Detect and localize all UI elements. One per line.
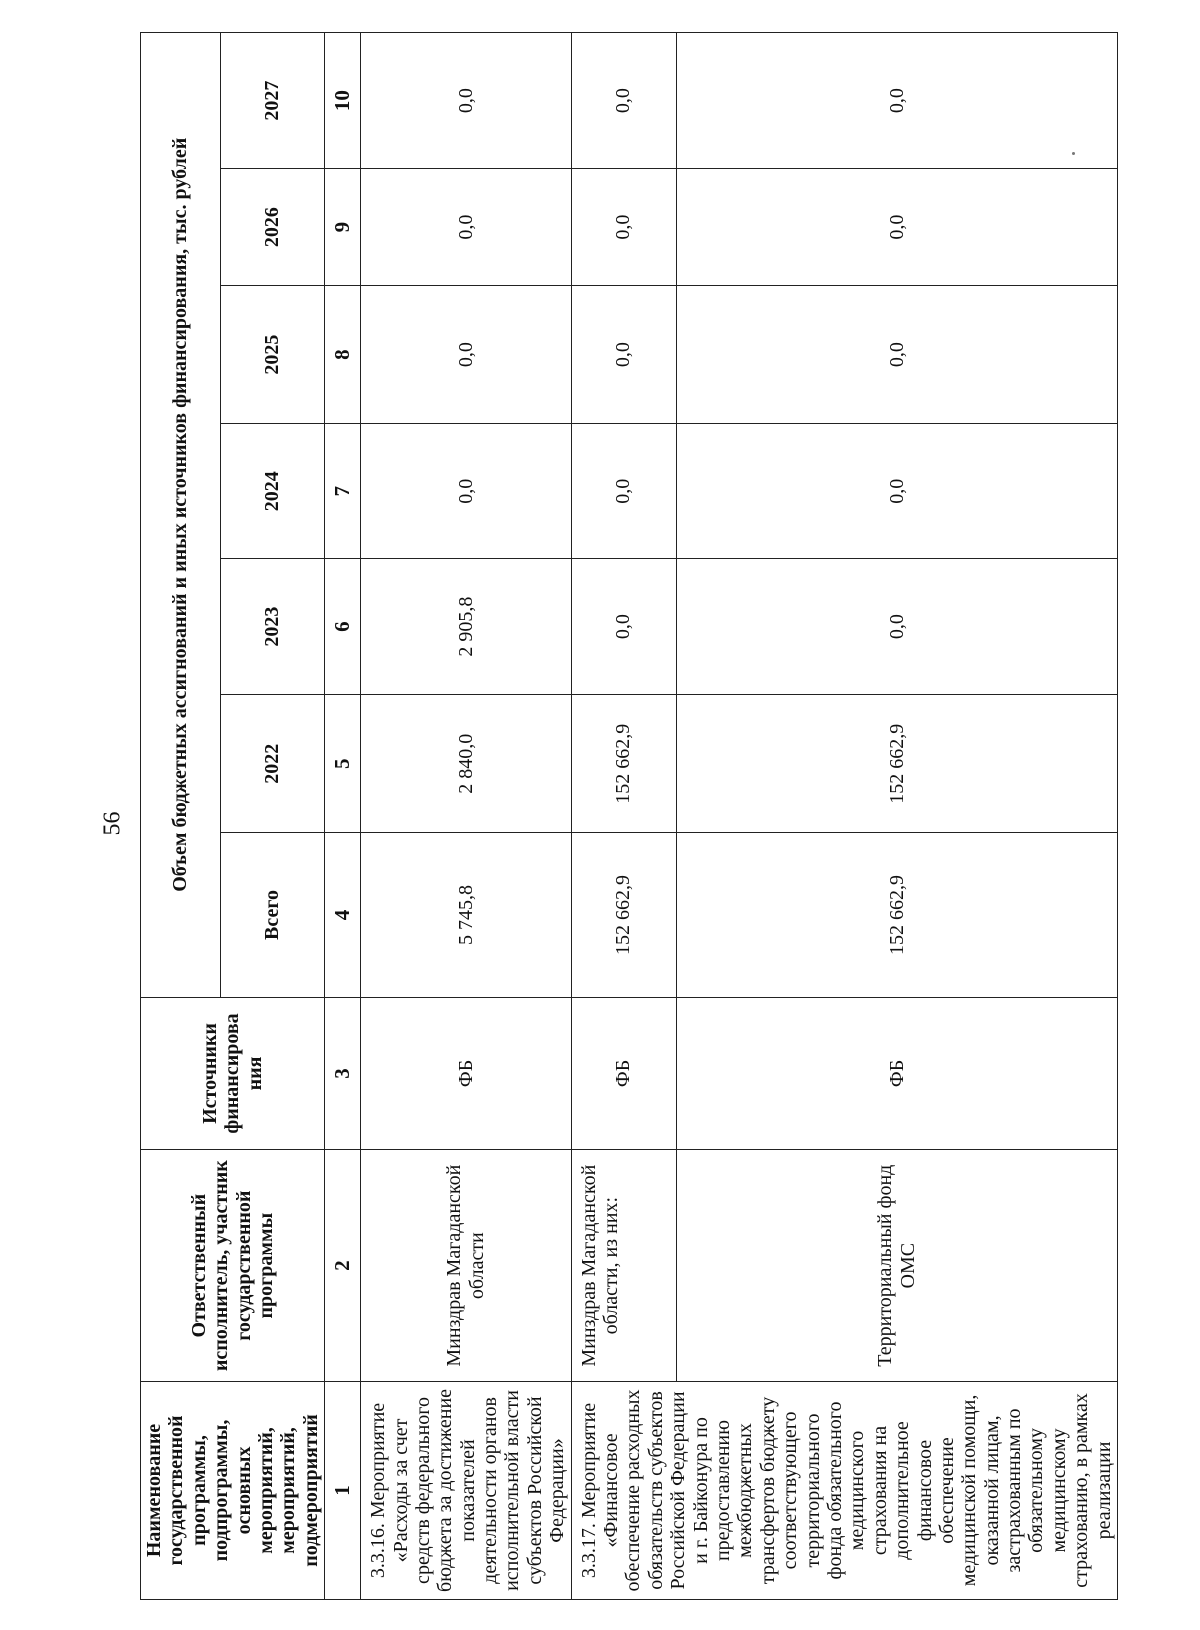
row-value-2027: 0,0 (361, 33, 572, 169)
header-year-2022: 2022 (220, 695, 325, 833)
table-row (361, 33, 572, 1600)
subrow-value-2025: 0,0 (676, 286, 1118, 424)
row-value-2023: 0,0 (571, 559, 676, 695)
row-value-total: 5 745,8 (361, 833, 572, 997)
subrow-source: ФБ (676, 997, 1118, 1150)
header-year-2026: 2026 (220, 169, 325, 286)
table-subrow (676, 33, 1118, 1600)
column-index: 8 (325, 286, 361, 424)
row-source: ФБ (361, 997, 572, 1150)
header-year-2024: 2024 (220, 424, 325, 559)
row-value-2023: 2 905,8 (361, 559, 572, 695)
row-executor: Минздрав Магаданской области, из них: (571, 1150, 676, 1382)
row-name: 3.3.17. Мероприятие «Финансовое обеспечение расходных обязательств субъектов Российской Федерации и г. Байконура по предоставлению межбюджетных трансфертов бюджету соответствующего территориального фонда обязательного медицинского страхования на дополнительное финансовое обеспечение медицинской помощи, оказанной лицам, застрахованным по обязательному медицинскому страхованию, в рамках реализации (571, 1381, 1117, 1599)
row-value-2024: 0,0 (361, 424, 572, 559)
subrow-executor: Территориальный фонд ОМС (676, 1150, 1118, 1382)
column-index: 4 (325, 833, 361, 997)
column-index: 1 (325, 1381, 361, 1599)
column-index: 6 (325, 559, 361, 695)
header-row-1 (141, 33, 221, 1600)
table-row (571, 33, 676, 1600)
row-value-total: 152 662,9 (571, 833, 676, 997)
header-volume: Объем бюджетных ассигнований и иных источников финансирования, тыс. рублей (141, 33, 221, 998)
subrow-value-2024: 0,0 (676, 424, 1118, 559)
header-executor: Ответственный исполнитель, участник государственной программы (141, 1150, 325, 1382)
column-index: 10 (325, 33, 361, 169)
column-index: 5 (325, 695, 361, 833)
row-value-2022: 2 840,0 (361, 695, 572, 833)
subrow-value-2026: 0,0 (676, 169, 1118, 286)
row-value-2026: 0,0 (571, 169, 676, 286)
column-index: 3 (325, 997, 361, 1150)
budget-table (140, 32, 1118, 1600)
subrow-value-2022: 152 662,9 (676, 695, 1118, 833)
header-year-2023: 2023 (220, 559, 325, 695)
row-value-2022: 152 662,9 (571, 695, 676, 833)
page-number: 56 (99, 811, 126, 836)
subrow-value-2027: 0,0 (676, 33, 1118, 169)
subrow-value-total: 152 662,9 (676, 833, 1118, 997)
row-value-2024: 0,0 (571, 424, 676, 559)
row-value-2027: 0,0 (571, 33, 676, 169)
subrow-value-2023: 0,0 (676, 559, 1118, 695)
column-index-row (325, 33, 361, 1600)
column-index: 7 (325, 424, 361, 559)
header-year-2027: 2027 (220, 33, 325, 169)
row-executor: Минздрав Магаданской области (361, 1150, 572, 1382)
header-year-2025: 2025 (220, 286, 325, 424)
header-year-total: Всего (220, 833, 325, 997)
row-source: ФБ (571, 997, 676, 1150)
column-index: 2 (325, 1150, 361, 1382)
header-name: Наименование государственной программы, подпрограммы, основных мероприятий, мероприятий, подмероприятий (141, 1381, 325, 1599)
column-index: 9 (325, 169, 361, 286)
header-source: Источники финансирова ния (141, 997, 325, 1150)
row-name: 3.3.16. Мероприятие «Расходы за счет средств федерального бюджета за достижение показателей деятельности органов исполнительной власти субъектов Российской Федерации» (361, 1381, 572, 1599)
row-value-2025: 0,0 (571, 286, 676, 424)
row-value-2025: 0,0 (361, 286, 572, 424)
row-value-2026: 0,0 (361, 169, 572, 286)
budget-table-rotated (140, 32, 1115, 1600)
